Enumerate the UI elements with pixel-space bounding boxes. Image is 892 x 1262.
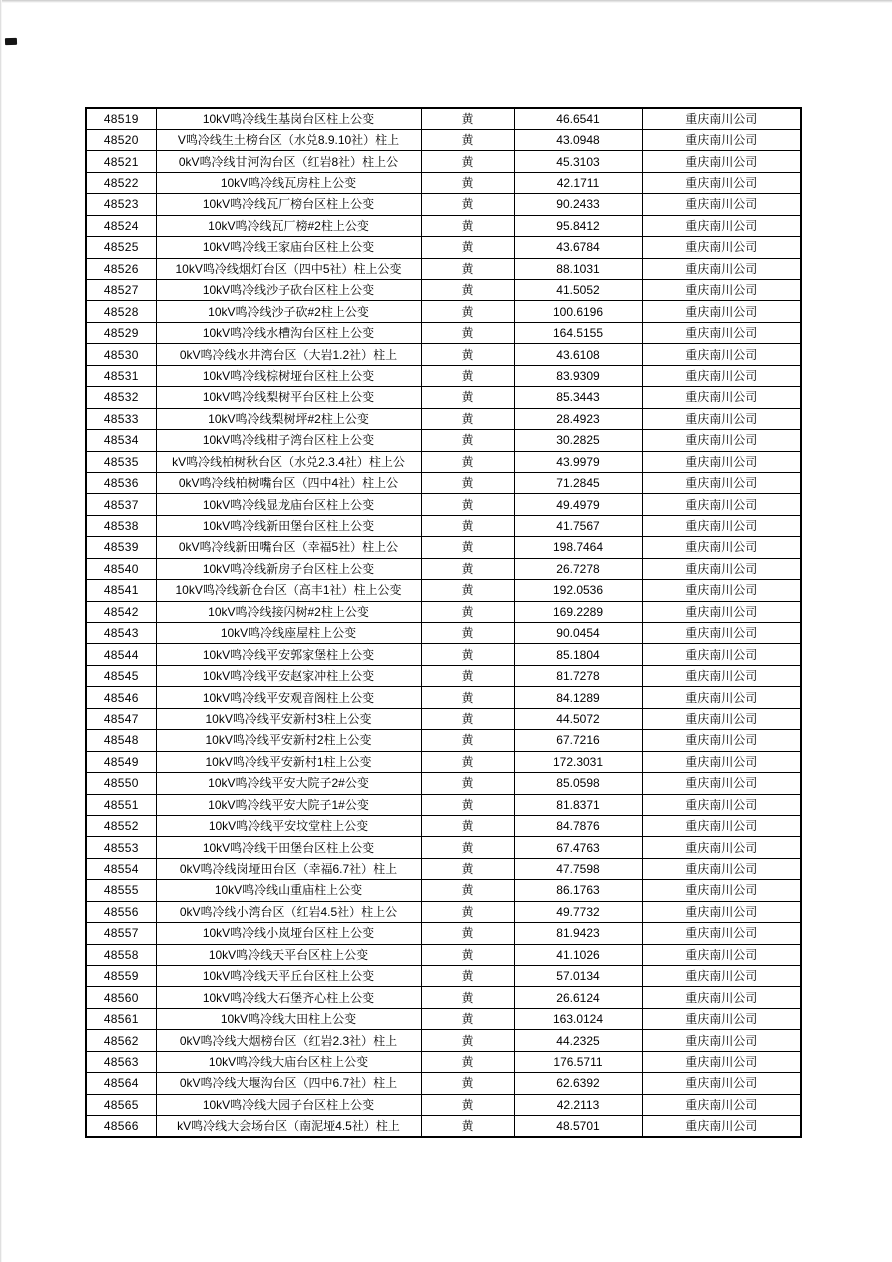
cell-station-name: 0kV鸣冷线甘河沟台区（红岩8社）柱上公 (156, 151, 421, 172)
cell-station-name: 10kV鸣冷线烟灯台区（四中5社）柱上公变 (156, 258, 421, 279)
cell-grade: 黄 (421, 665, 514, 686)
cell-grade: 黄 (421, 1116, 514, 1137)
cell-grade: 黄 (421, 472, 514, 493)
table-row (86, 773, 801, 794)
cell-station-name: 10kV鸣冷线瓦厂榜台区柱上公变 (156, 194, 421, 215)
cell-grade: 黄 (421, 258, 514, 279)
cell-row-id: 48540 (86, 558, 156, 579)
cell-grade: 黄 (421, 151, 514, 172)
table-row (86, 472, 801, 493)
cell-row-id: 48553 (86, 837, 156, 858)
cell-station-name: 10kV鸣冷线平安新村3柱上公变 (156, 708, 421, 729)
cell-grade: 黄 (421, 1051, 514, 1072)
cell-value: 43.0948 (514, 129, 642, 150)
cell-company: 重庆南川公司 (642, 837, 801, 858)
cell-row-id: 48554 (86, 858, 156, 879)
cell-grade: 黄 (421, 280, 514, 301)
cell-value: 49.7732 (514, 901, 642, 922)
cell-company: 重庆南川公司 (642, 1030, 801, 1051)
cell-station-name: 10kV鸣冷线接闪树#2柱上公变 (156, 601, 421, 622)
cell-station-name: 0kV鸣冷线岗垭田台区（幸福6.7社）柱上 (156, 858, 421, 879)
cell-company: 重庆南川公司 (642, 730, 801, 751)
cell-value: 43.6784 (514, 237, 642, 258)
cell-grade: 黄 (421, 794, 514, 815)
cell-grade: 黄 (421, 344, 514, 365)
cell-station-name: 10kV鸣冷线大园子台区柱上公变 (156, 1094, 421, 1115)
cell-company: 重庆南川公司 (642, 108, 801, 129)
table-row (86, 280, 801, 301)
table-row (86, 408, 801, 429)
cell-grade: 黄 (421, 537, 514, 558)
cell-row-id: 48531 (86, 365, 156, 386)
cell-row-id: 48545 (86, 665, 156, 686)
table-row (86, 1008, 801, 1029)
cell-grade: 黄 (421, 751, 514, 772)
cell-row-id: 48530 (86, 344, 156, 365)
cell-row-id: 48558 (86, 944, 156, 965)
table-row (86, 515, 801, 536)
scan-artifact-mark (5, 38, 17, 45)
cell-station-name: 10kV鸣冷线新房子台区柱上公变 (156, 558, 421, 579)
table-row (86, 580, 801, 601)
cell-row-id: 48535 (86, 451, 156, 472)
cell-station-name: 10kV鸣冷线山重庙柱上公变 (156, 880, 421, 901)
cell-grade: 黄 (421, 687, 514, 708)
cell-row-id: 48538 (86, 515, 156, 536)
cell-row-id: 48564 (86, 1073, 156, 1094)
cell-grade: 黄 (421, 194, 514, 215)
cell-value: 83.9309 (514, 365, 642, 386)
cell-value: 45.3103 (514, 151, 642, 172)
cell-grade: 黄 (421, 623, 514, 644)
table-row (86, 751, 801, 772)
cell-value: 84.7876 (514, 815, 642, 836)
cell-value: 95.8412 (514, 215, 642, 236)
cell-company: 重庆南川公司 (642, 344, 801, 365)
cell-row-id: 48546 (86, 687, 156, 708)
cell-company: 重庆南川公司 (642, 644, 801, 665)
cell-station-name: 10kV鸣冷线瓦房柱上公变 (156, 172, 421, 193)
cell-station-name: 10kV鸣冷线沙子砍台区柱上公变 (156, 280, 421, 301)
cell-value: 42.2113 (514, 1094, 642, 1115)
cell-station-name: 0kV鸣冷线柏树嘴台区（四中4社）柱上公 (156, 472, 421, 493)
cell-grade: 黄 (421, 237, 514, 258)
table-row (86, 558, 801, 579)
cell-row-id: 48566 (86, 1116, 156, 1137)
cell-value: 62.6392 (514, 1073, 642, 1094)
cell-row-id: 48550 (86, 773, 156, 794)
cell-station-name: 10kV鸣冷线梨树坪#2柱上公变 (156, 408, 421, 429)
page-top-edge (0, 0, 892, 3)
cell-station-name: V鸣冷线生土榜台区（水兑8.9.10社）柱上 (156, 129, 421, 150)
cell-grade: 黄 (421, 944, 514, 965)
cell-value: 41.1026 (514, 944, 642, 965)
cell-company: 重庆南川公司 (642, 194, 801, 215)
cell-row-id: 48523 (86, 194, 156, 215)
cell-grade: 黄 (421, 815, 514, 836)
table-row (86, 451, 801, 472)
cell-row-id: 48541 (86, 580, 156, 601)
cell-row-id: 48525 (86, 237, 156, 258)
cell-company: 重庆南川公司 (642, 708, 801, 729)
cell-station-name: 10kV鸣冷线平安郭家堡柱上公变 (156, 644, 421, 665)
cell-company: 重庆南川公司 (642, 451, 801, 472)
cell-row-id: 48529 (86, 322, 156, 343)
cell-station-name: 10kV鸣冷线平安观音阁柱上公变 (156, 687, 421, 708)
cell-grade: 黄 (421, 558, 514, 579)
cell-company: 重庆南川公司 (642, 923, 801, 944)
cell-station-name: 10kV鸣冷线座屋柱上公变 (156, 623, 421, 644)
cell-station-name: 0kV鸣冷线小湾台区（红岩4.5社）柱上公 (156, 901, 421, 922)
cell-value: 42.1711 (514, 172, 642, 193)
cell-station-name: 10kV鸣冷线王家庙台区柱上公变 (156, 237, 421, 258)
table-row (86, 537, 801, 558)
cell-station-name: 0kV鸣冷线大堰沟台区（四中6.7社）柱上 (156, 1073, 421, 1094)
cell-value: 44.5072 (514, 708, 642, 729)
cell-value: 71.2845 (514, 472, 642, 493)
cell-station-name: 10kV鸣冷线平安新村1柱上公变 (156, 751, 421, 772)
cell-station-name: 10kV鸣冷线显龙庙台区柱上公变 (156, 494, 421, 515)
cell-row-id: 48543 (86, 623, 156, 644)
cell-station-name: 10kV鸣冷线新田堡台区柱上公变 (156, 515, 421, 536)
cell-value: 28.4923 (514, 408, 642, 429)
cell-value: 26.7278 (514, 558, 642, 579)
cell-grade: 黄 (421, 644, 514, 665)
cell-value: 85.3443 (514, 387, 642, 408)
table-row (86, 794, 801, 815)
table-row (86, 322, 801, 343)
cell-grade: 黄 (421, 322, 514, 343)
cell-station-name: 0kV鸣冷线水井湾台区（大岩1.2社）柱上 (156, 344, 421, 365)
cell-value: 46.6541 (514, 108, 642, 129)
cell-grade: 黄 (421, 494, 514, 515)
cell-grade: 黄 (421, 858, 514, 879)
cell-value: 84.1289 (514, 687, 642, 708)
cell-station-name: 10kV鸣冷线平安大院子2#公变 (156, 773, 421, 794)
cell-station-name: 10kV鸣冷线平安赵家冲柱上公变 (156, 665, 421, 686)
cell-row-id: 48527 (86, 280, 156, 301)
cell-company: 重庆南川公司 (642, 387, 801, 408)
cell-grade: 黄 (421, 923, 514, 944)
cell-grade: 黄 (421, 966, 514, 987)
cell-value: 164.5155 (514, 322, 642, 343)
cell-company: 重庆南川公司 (642, 151, 801, 172)
cell-company: 重庆南川公司 (642, 408, 801, 429)
cell-value: 85.1804 (514, 644, 642, 665)
cell-station-name: 10kV鸣冷线天平丘台区柱上公变 (156, 966, 421, 987)
cell-company: 重庆南川公司 (642, 966, 801, 987)
cell-company: 重庆南川公司 (642, 751, 801, 772)
cell-grade: 黄 (421, 430, 514, 451)
cell-row-id: 48549 (86, 751, 156, 772)
cell-station-name: 10kV鸣冷线平安新村2柱上公变 (156, 730, 421, 751)
cell-station-name: 10kV鸣冷线小岚垭台区柱上公变 (156, 923, 421, 944)
cell-company: 重庆南川公司 (642, 1094, 801, 1115)
table-row (86, 944, 801, 965)
cell-grade: 黄 (421, 837, 514, 858)
cell-value: 192.0536 (514, 580, 642, 601)
cell-grade: 黄 (421, 129, 514, 150)
cell-company: 重庆南川公司 (642, 987, 801, 1008)
cell-row-id: 48548 (86, 730, 156, 751)
cell-grade: 黄 (421, 451, 514, 472)
cell-station-name: 10kV鸣冷线干田堡台区柱上公变 (156, 837, 421, 858)
cell-company: 重庆南川公司 (642, 494, 801, 515)
cell-row-id: 48552 (86, 815, 156, 836)
table-row (86, 923, 801, 944)
cell-grade: 黄 (421, 1094, 514, 1115)
table-row (86, 1051, 801, 1072)
cell-value: 44.2325 (514, 1030, 642, 1051)
cell-station-name: 10kV鸣冷线生基岗台区柱上公变 (156, 108, 421, 129)
cell-station-name: kV鸣冷线大会场台区（南泥垭4.5社）柱上 (156, 1116, 421, 1137)
cell-company: 重庆南川公司 (642, 601, 801, 622)
cell-value: 85.0598 (514, 773, 642, 794)
table-body (86, 108, 801, 1137)
cell-station-name: 10kV鸣冷线天平台区柱上公变 (156, 944, 421, 965)
cell-row-id: 48544 (86, 644, 156, 665)
page-left-edge (0, 0, 2, 1262)
cell-station-name: 10kV鸣冷线梨树平台区柱上公变 (156, 387, 421, 408)
cell-grade: 黄 (421, 773, 514, 794)
cell-row-id: 48547 (86, 708, 156, 729)
table-row (86, 108, 801, 129)
cell-value: 86.1763 (514, 880, 642, 901)
cell-station-name: 10kV鸣冷线瓦厂榜#2柱上公变 (156, 215, 421, 236)
cell-company: 重庆南川公司 (642, 515, 801, 536)
cell-row-id: 48559 (86, 966, 156, 987)
table-row (86, 708, 801, 729)
cell-company: 重庆南川公司 (642, 215, 801, 236)
table-row (86, 987, 801, 1008)
cell-station-name: 10kV鸣冷线大田柱上公变 (156, 1008, 421, 1029)
table-row (86, 387, 801, 408)
table-row (86, 151, 801, 172)
cell-grade: 黄 (421, 730, 514, 751)
table-row (86, 494, 801, 515)
cell-value: 67.4763 (514, 837, 642, 858)
table-row (86, 1073, 801, 1094)
cell-row-id: 48526 (86, 258, 156, 279)
cell-company: 重庆南川公司 (642, 815, 801, 836)
table-row (86, 901, 801, 922)
cell-grade: 黄 (421, 580, 514, 601)
table-row (86, 730, 801, 751)
cell-value: 163.0124 (514, 1008, 642, 1029)
table-row (86, 344, 801, 365)
cell-grade: 黄 (421, 880, 514, 901)
cell-value: 81.7278 (514, 665, 642, 686)
table-row (86, 129, 801, 150)
cell-row-id: 48534 (86, 430, 156, 451)
cell-row-id: 48555 (86, 880, 156, 901)
cell-value: 169.2289 (514, 601, 642, 622)
cell-value: 26.6124 (514, 987, 642, 1008)
cell-row-id: 48563 (86, 1051, 156, 1072)
cell-value: 67.7216 (514, 730, 642, 751)
cell-row-id: 48519 (86, 108, 156, 129)
table-row (86, 880, 801, 901)
cell-row-id: 48524 (86, 215, 156, 236)
table-row (86, 644, 801, 665)
cell-company: 重庆南川公司 (642, 322, 801, 343)
cell-grade: 黄 (421, 215, 514, 236)
cell-station-name: 10kV鸣冷线新仓台区（高丰1社）柱上公变 (156, 580, 421, 601)
cell-company: 重庆南川公司 (642, 944, 801, 965)
cell-company: 重庆南川公司 (642, 880, 801, 901)
transformer-table (85, 107, 802, 1138)
cell-value: 90.0454 (514, 623, 642, 644)
cell-company: 重庆南川公司 (642, 129, 801, 150)
cell-station-name: 0kV鸣冷线新田嘴台区（幸福5社）柱上公 (156, 537, 421, 558)
cell-station-name: 10kV鸣冷线平安坟堂柱上公变 (156, 815, 421, 836)
table-row (86, 301, 801, 322)
table-row (86, 237, 801, 258)
cell-company: 重庆南川公司 (642, 258, 801, 279)
cell-row-id: 48521 (86, 151, 156, 172)
cell-row-id: 48537 (86, 494, 156, 515)
cell-company: 重庆南川公司 (642, 537, 801, 558)
table-row (86, 258, 801, 279)
cell-station-name: 10kV鸣冷线水槽沟台区柱上公变 (156, 322, 421, 343)
cell-company: 重庆南川公司 (642, 172, 801, 193)
table-row (86, 858, 801, 879)
cell-row-id: 48539 (86, 537, 156, 558)
table-row (86, 623, 801, 644)
cell-row-id: 48551 (86, 794, 156, 815)
cell-grade: 黄 (421, 172, 514, 193)
cell-station-name: 10kV鸣冷线平安大院子1#公变 (156, 794, 421, 815)
cell-value: 81.9423 (514, 923, 642, 944)
cell-company: 重庆南川公司 (642, 280, 801, 301)
cell-value: 41.5052 (514, 280, 642, 301)
cell-value: 100.6196 (514, 301, 642, 322)
table-row (86, 815, 801, 836)
cell-grade: 黄 (421, 408, 514, 429)
cell-grade: 黄 (421, 901, 514, 922)
table-row (86, 1094, 801, 1115)
table-row (86, 172, 801, 193)
cell-row-id: 48557 (86, 923, 156, 944)
cell-value: 30.2825 (514, 430, 642, 451)
cell-row-id: 48562 (86, 1030, 156, 1051)
cell-company: 重庆南川公司 (642, 301, 801, 322)
cell-value: 49.4979 (514, 494, 642, 515)
table-row (86, 430, 801, 451)
table-row (86, 687, 801, 708)
cell-row-id: 48565 (86, 1094, 156, 1115)
cell-value: 47.7598 (514, 858, 642, 879)
cell-station-name: 10kV鸣冷线沙子砍#2柱上公变 (156, 301, 421, 322)
cell-row-id: 48533 (86, 408, 156, 429)
cell-station-name: 0kV鸣冷线大烟榜台区（红岩2.3社）柱上 (156, 1030, 421, 1051)
cell-grade: 黄 (421, 301, 514, 322)
cell-grade: 黄 (421, 1008, 514, 1029)
cell-company: 重庆南川公司 (642, 365, 801, 386)
cell-value: 57.0134 (514, 966, 642, 987)
cell-value: 88.1031 (514, 258, 642, 279)
cell-company: 重庆南川公司 (642, 580, 801, 601)
cell-grade: 黄 (421, 1073, 514, 1094)
cell-grade: 黄 (421, 708, 514, 729)
cell-grade: 黄 (421, 365, 514, 386)
cell-value: 198.7464 (514, 537, 642, 558)
cell-company: 重庆南川公司 (642, 558, 801, 579)
cell-value: 43.9979 (514, 451, 642, 472)
table-row (86, 837, 801, 858)
cell-company: 重庆南川公司 (642, 665, 801, 686)
cell-station-name: 10kV鸣冷线大石堡齐心柱上公变 (156, 987, 421, 1008)
cell-company: 重庆南川公司 (642, 1116, 801, 1137)
table-row (86, 194, 801, 215)
cell-company: 重庆南川公司 (642, 430, 801, 451)
cell-grade: 黄 (421, 1030, 514, 1051)
cell-row-id: 48542 (86, 601, 156, 622)
cell-row-id: 48528 (86, 301, 156, 322)
table-row (86, 1116, 801, 1137)
cell-company: 重庆南川公司 (642, 794, 801, 815)
cell-station-name: kV鸣冷线柏树秋台区（水兑2.3.4社）柱上公 (156, 451, 421, 472)
cell-company: 重庆南川公司 (642, 773, 801, 794)
table-row (86, 966, 801, 987)
table-row (86, 1030, 801, 1051)
cell-value: 172.3031 (514, 751, 642, 772)
cell-row-id: 48532 (86, 387, 156, 408)
cell-grade: 黄 (421, 108, 514, 129)
cell-value: 41.7567 (514, 515, 642, 536)
cell-station-name: 10kV鸣冷线大庙台区柱上公变 (156, 1051, 421, 1072)
cell-company: 重庆南川公司 (642, 858, 801, 879)
cell-value: 81.8371 (514, 794, 642, 815)
cell-row-id: 48520 (86, 129, 156, 150)
cell-station-name: 10kV鸣冷线柑子湾台区柱上公变 (156, 430, 421, 451)
cell-row-id: 48561 (86, 1008, 156, 1029)
cell-company: 重庆南川公司 (642, 237, 801, 258)
cell-value: 43.6108 (514, 344, 642, 365)
cell-grade: 黄 (421, 987, 514, 1008)
cell-company: 重庆南川公司 (642, 1073, 801, 1094)
cell-row-id: 48536 (86, 472, 156, 493)
table-row (86, 665, 801, 686)
cell-grade: 黄 (421, 515, 514, 536)
cell-row-id: 48522 (86, 172, 156, 193)
cell-grade: 黄 (421, 387, 514, 408)
table-row (86, 601, 801, 622)
cell-company: 重庆南川公司 (642, 687, 801, 708)
cell-value: 90.2433 (514, 194, 642, 215)
cell-value: 176.5711 (514, 1051, 642, 1072)
cell-company: 重庆南川公司 (642, 1051, 801, 1072)
table-row (86, 215, 801, 236)
cell-company: 重庆南川公司 (642, 901, 801, 922)
cell-value: 48.5701 (514, 1116, 642, 1137)
cell-company: 重庆南川公司 (642, 1008, 801, 1029)
cell-row-id: 48556 (86, 901, 156, 922)
cell-company: 重庆南川公司 (642, 472, 801, 493)
cell-grade: 黄 (421, 601, 514, 622)
cell-row-id: 48560 (86, 987, 156, 1008)
cell-station-name: 10kV鸣冷线棕树垭台区柱上公变 (156, 365, 421, 386)
cell-company: 重庆南川公司 (642, 623, 801, 644)
table-row (86, 365, 801, 386)
